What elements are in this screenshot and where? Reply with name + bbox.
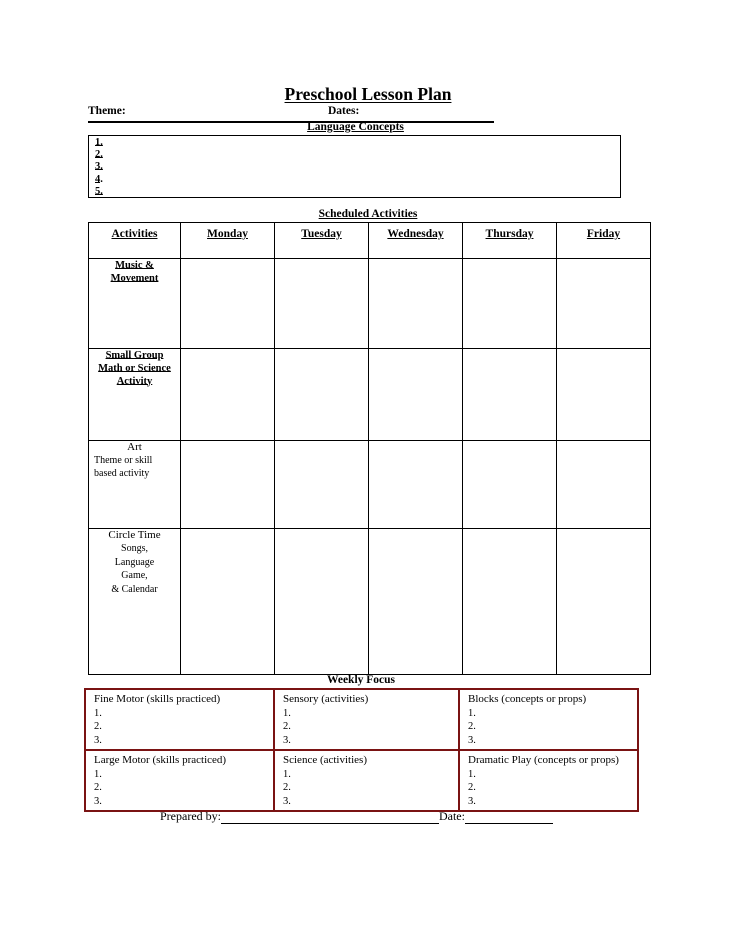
row-sublabel-line: Game, [121, 570, 148, 581]
activity-cell-music-tuesday[interactable] [275, 259, 369, 349]
activity-cell-smallgroup-thursday[interactable] [463, 349, 557, 441]
weekly-focus-item: 3. [283, 734, 291, 746]
activity-cell-art-tuesday[interactable] [275, 441, 369, 529]
row-label-circle-time [89, 529, 181, 675]
weekly-focus-item: 3. [94, 734, 102, 746]
row-label-art [89, 441, 181, 529]
prepared-by-label: Prepared by: [160, 809, 221, 823]
weekly-focus-item: 1. [94, 768, 102, 780]
column-header-wednesday [369, 223, 463, 259]
dates-label: Dates: [328, 105, 360, 117]
weekly-focus-category: Large Motor (skills practiced) [94, 754, 227, 766]
column-header-text: Activities [111, 228, 158, 240]
row-sublabel-line: Songs, [121, 543, 148, 554]
language-concepts-heading [88, 121, 623, 133]
activity-cell-music-monday[interactable] [181, 259, 275, 349]
language-concept-item: 5. [95, 185, 103, 197]
activity-cell-smallgroup-friday[interactable] [557, 349, 651, 441]
table-row [89, 529, 651, 675]
row-sublabel-line: Theme or skill [94, 455, 153, 466]
row-label-line: Circle Time [108, 529, 161, 541]
language-concept-item: 1. [95, 137, 103, 148]
weekly-focus-category: Fine Motor (skills practiced) [94, 693, 221, 705]
prepared-by-input[interactable] [221, 810, 439, 824]
column-header-text: Tuesday [301, 228, 342, 240]
activity-cell-circle-tuesday[interactable] [275, 529, 369, 675]
column-header-thursday [463, 223, 557, 259]
column-header-text: Thursday [485, 228, 534, 240]
activity-cell-smallgroup-monday[interactable] [181, 349, 275, 441]
row-sublabel-line: Language [114, 556, 155, 568]
weekly-focus-item: 1. [94, 707, 102, 719]
weekly-focus-item: 3. [468, 795, 476, 807]
weekly-focus-row [85, 689, 638, 750]
language-concept-item: 3. [95, 161, 103, 173]
row-label-line: Activity [116, 376, 153, 387]
page-title [0, 84, 736, 105]
weekly-focus-item: 2. [468, 721, 476, 732]
weekly-focus-heading: Weekly Focus [326, 674, 396, 686]
activity-cell-music-friday[interactable] [557, 259, 651, 349]
weekly-focus-cell-blocks[interactable] [459, 689, 638, 750]
weekly-focus-category: Science (activities) [283, 754, 367, 766]
language-concepts-heading-text: Language Concepts [307, 121, 404, 133]
weekly-focus-category: Blocks (concepts or props) [468, 693, 587, 705]
column-header-text: Wednesday [387, 228, 444, 240]
weekly-focus-item: 2. [283, 782, 291, 793]
activity-cell-art-wednesday[interactable] [369, 441, 463, 529]
footer-signature-line [160, 809, 553, 824]
language-concepts-box[interactable] [88, 135, 621, 198]
activity-cell-circle-thursday[interactable] [463, 529, 557, 675]
language-concept-item: 4. [95, 173, 103, 185]
activity-cell-music-thursday[interactable] [463, 259, 557, 349]
column-header-monday [181, 223, 275, 259]
page-title-text: Preschool Lesson Plan [284, 84, 452, 104]
activity-cell-smallgroup-wednesday[interactable] [369, 349, 463, 441]
activity-cell-circle-wednesday[interactable] [369, 529, 463, 675]
column-header-text: Friday [586, 228, 621, 240]
column-header-tuesday [275, 223, 369, 259]
weekly-focus-item: 3. [283, 795, 291, 807]
activity-cell-circle-friday[interactable] [557, 529, 651, 675]
activity-cell-smallgroup-tuesday[interactable] [275, 349, 369, 441]
row-label-line: Movement [110, 273, 159, 284]
activity-cell-music-wednesday[interactable] [369, 259, 463, 349]
weekly-focus-category: Sensory (activities) [283, 693, 369, 705]
row-label-line: Small Group [105, 350, 164, 361]
column-header-friday [557, 223, 651, 259]
row-sublabel-line: based activity [94, 468, 150, 479]
column-header-activities [89, 223, 181, 259]
weekly-focus-cell-science[interactable] [274, 750, 459, 811]
weekly-focus-cell-dramatic-play[interactable] [459, 750, 638, 811]
footer-date-input[interactable] [465, 810, 553, 824]
weekly-focus-cell-fine-motor[interactable] [85, 689, 274, 750]
row-label-music-movement [89, 259, 181, 349]
weekly-focus-item: 3. [94, 795, 102, 807]
weekly-focus-item: 2. [94, 782, 102, 793]
activity-cell-circle-monday[interactable] [181, 529, 275, 675]
theme-label: Theme: [88, 105, 126, 117]
weekly-focus-item: 2. [94, 721, 102, 732]
column-header-text: Monday [207, 228, 248, 240]
weekly-focus-cell-large-motor[interactable] [85, 750, 274, 811]
weekly-focus-cell-sensory[interactable] [274, 689, 459, 750]
weekly-focus-table [84, 688, 639, 812]
table-row [89, 259, 651, 349]
row-label-line: Music & [115, 260, 154, 271]
weekly-focus-category: Dramatic Play (concepts or props) [468, 754, 619, 766]
weekly-focus-item: 1. [283, 707, 291, 719]
row-sublabel-line: & Calendar [111, 583, 158, 595]
scheduled-activities-heading [88, 208, 648, 220]
weekly-focus-item: 1. [283, 768, 291, 780]
weekly-focus-item: 3. [468, 734, 476, 746]
weekly-focus-row [85, 750, 638, 811]
scheduled-activities-table [88, 222, 651, 675]
row-label-line: Art [127, 441, 142, 453]
activity-cell-art-friday[interactable] [557, 441, 651, 529]
row-label-line: Math or Science [98, 363, 171, 374]
row-label-small-group [89, 349, 181, 441]
weekly-focus-item: 1. [468, 768, 476, 780]
table-row [89, 441, 651, 529]
weekly-focus-item: 2. [283, 721, 291, 732]
activity-cell-art-thursday[interactable] [463, 441, 557, 529]
scheduled-activities-heading-text: Scheduled Activities [318, 208, 418, 220]
weekly-focus-item: 2. [468, 782, 476, 793]
footer-date-label: Date: [438, 809, 465, 823]
language-concept-item: 2. [95, 149, 103, 161]
activity-cell-art-monday[interactable] [181, 441, 275, 529]
weekly-focus-item: 1. [468, 707, 476, 719]
table-row [89, 349, 651, 441]
table-header-row [89, 223, 651, 259]
